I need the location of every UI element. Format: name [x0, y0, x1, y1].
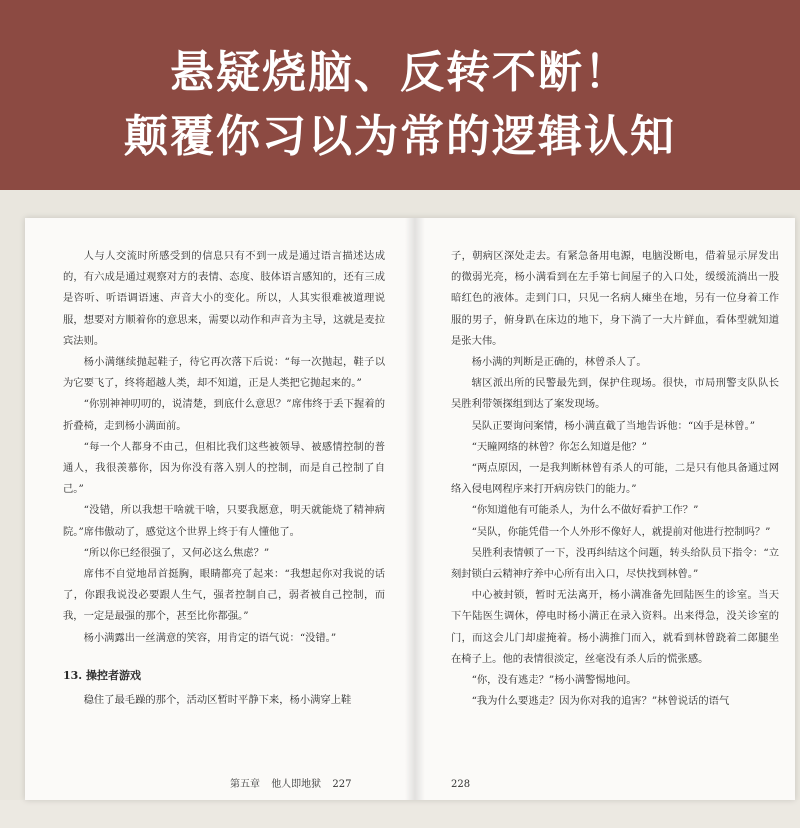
paragraph: 吴胜利表情顿了一下，没再纠结这个问题，转头给队员下指令：“立刻封锁白云精神疗养中心所有出入口，尽快找到林曾。” — [451, 546, 779, 581]
paragraph: “两点原因，一是我判断林曾有杀人的可能，二是只有他具备通过网络入侵电网程序来打开病房铁门的能力。” — [451, 462, 779, 496]
section-title: 13. 操控者游戏 — [63, 668, 141, 682]
paragraph: 杨小满的判断是正确的，林曾杀人了。 — [471, 356, 647, 369]
paragraph: 人与人交流时所感受到的信息只有不到一成是通过语言描述达成的，有六成是通过观察对方的表情、态度、肢体语言感知的，还有三成是咨听、听语调语速、声音大小的变化。所以，人其实很难被道理说服，想要对方顺着你的意思来，需要以动作和声音为主导，这就是麦拉宾法则。 — [63, 250, 385, 347]
paragraph: “所以你已经很强了，又何必这么焦虑？” — [83, 546, 270, 559]
paragraph: 中心被封锁，暂时无法离开，杨小满准备先回陆医生的诊室。当天下午陆医生调休，停电时杨小满正在录入资料。出来得急，没关诊室的门，而这会儿门却虚掩着。杨小满推门而入，就看到林曾跷着二郎腿坐在椅子上。他的表情很淡定，丝毫没有杀人后的慌张感。 — [451, 589, 779, 665]
paragraph: 席伟不自觉地昂首挺胸，眼睛都亮了起来：“我想起你对我说的话了，你跟我说没必要跟人生气，强者控制自己，弱者被自己控制，而我，一定是最强的那个，甚至比你都强。” — [63, 568, 385, 623]
page-number: 228 — [451, 779, 471, 790]
chapter-title: 他人即地狱 — [271, 779, 322, 790]
left-page-footer — [230, 775, 359, 790]
open-book — [25, 218, 795, 800]
promo-banner — [0, 0, 800, 190]
paragraph: “你别神神叨叨的，说清楚，到底什么意思？”席伟终于丢下握着的折叠椅，走到杨小满面前。 — [63, 398, 385, 432]
paragraph: “天瞳网络的林曾？你怎么知道是他？” — [471, 440, 647, 453]
banner-headline-2: 颠覆你习以为常的逻辑认知 — [124, 111, 676, 162]
paragraph: “没错，所以我想干啥就干啥，只要我愿意，明天就能烧了精神病院。”席伟傲动了，感觉这个世界上终于有人懂他了。 — [63, 504, 385, 538]
paragraph: “我为什么要逃走？因为你对我的追害？”林曾说话的语气 — [471, 695, 730, 708]
paragraph: 稳住了最毛躁的那个，活动区暂时平静下来，杨小满穿上鞋 — [83, 694, 352, 707]
paragraph: 杨小满露出一丝满意的笑容，用肯定的语气说：“没错。” — [83, 631, 337, 644]
left-page — [63, 246, 385, 828]
paragraph: “你，没有逃走？”杨小满警惕地问。 — [471, 674, 637, 687]
paragraph: “你知道他有可能杀人，为什么不做好看护工作？” — [471, 504, 699, 517]
right-page-footer — [451, 779, 478, 790]
right-page — [451, 246, 779, 828]
paragraph: 辖区派出所的民警最先到，保护住现场。很快，市局刑警支队队长吴胜利带领探组到达了案发现场。 — [451, 377, 779, 411]
book-spine — [405, 218, 425, 800]
chapter-label: 第五章 — [230, 779, 260, 790]
paragraph: “吴队，你能凭借一个人外形不像好人，就提前对他进行控制吗？” — [471, 525, 771, 538]
paragraph: 吴队正要询问案情，杨小满直截了当地告诉他：“凶手是林曾。” — [471, 419, 755, 432]
page-number: 227 — [332, 779, 352, 790]
paragraph: 杨小满继续抛起鞋子，待它再次落下后说：“每一次抛起，鞋子以为它要飞了，终将超越人类，却不知道，正是人类把它抛起来的。” — [63, 356, 385, 390]
banner-headline-1: 悬疑烧脑、反转不断！ — [170, 47, 630, 98]
paragraph: 子，朝病区深处走去。有紧急备用电源，电脑没断电，借着显示屏发出的微弱光亮，杨小满看到在左手第七间屋子的入口处，缓缓流淌出一股暗红色的液体。走到门口，只见一名病人瘫坐在地，另有一位身着工作服的男子，俯身趴在床边的地下，身下淌了一大片鲜血，看体型就知道是张大伟。 — [451, 250, 779, 347]
paragraph: “每一个人都身不由己，但相比我们这些被领导、被感情控制的普通人，我很羡慕你，因为你没有落入别人的控制，而是自己控制了自己。” — [63, 440, 385, 496]
